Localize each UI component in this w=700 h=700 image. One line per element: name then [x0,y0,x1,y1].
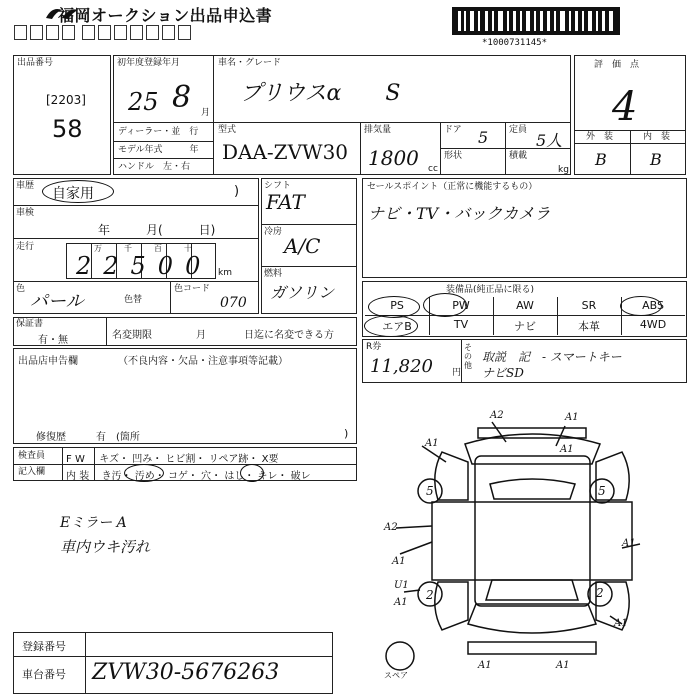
barcode-number: *1000731145* [482,38,548,48]
equipment-navi: ナビ [514,320,536,333]
car-diagram [360,404,690,676]
usage-circle [42,180,114,203]
row1-x: X要 [261,454,279,465]
lot-code: [2203] [46,93,86,107]
mark-a1-left-fender: A1 [425,438,439,449]
row1-w: W [74,454,85,465]
warranty-label: 保証書 [16,319,44,329]
remarks-sub-label: （不良内容・欠品・注意事項等記載） [118,356,288,367]
mark-a1-left-rear: A1 [394,597,408,608]
registration-label: 初年度登録年月 [117,58,181,68]
mark-a1-top: A1 [565,412,579,423]
tire-label-rl: 2 [426,588,434,602]
inspector-row2 [66,467,311,482]
mark-a2-left-door: A2 [384,522,398,533]
equipment-pw-circle [423,293,467,317]
inspection-line: 年 月( 日) [98,223,216,237]
color-value: パール [30,291,84,312]
usage-label: 車歴 [16,181,35,191]
equipment-4wd: 4WD [639,318,667,331]
equipment-pw: PW [452,299,470,312]
doors-label: ドア [444,125,462,135]
lot-number: 58 [52,115,83,143]
tire-label-fl: 5 [426,484,434,498]
tire-label-fr: 5 [598,484,606,498]
row2-burn: コゲ・ [167,471,198,482]
color-code-value: 070 [220,295,247,311]
mark-u1-left: U1 [394,580,409,591]
type-value: DAA-ZVW30 [222,140,349,164]
cooling-label: 冷房 [264,227,283,237]
equipment-tv: TV [453,318,469,331]
load-unit: kg [558,165,569,175]
exterior-label: 外 装 [586,132,614,142]
mileage-value: 22500 [76,252,213,280]
inspector-row1 [66,450,278,465]
equipment-airbag: エアB [382,320,412,333]
row2-tear: 破レ [290,471,311,482]
equipment-airbag-circle [364,315,418,337]
displacement-unit: cc [428,164,438,174]
warranty-month: 月 [196,330,206,341]
cooling-value: A/C [284,234,321,258]
dealer-label: ディーラー・並 行 [118,127,199,137]
equipment-abs-circle [620,296,662,316]
inspector-note-2: 車内ウキ汚れ [60,538,151,556]
repair-paren: ) [344,427,349,440]
registration-month: 8 [172,80,192,115]
usage-paren: ) [234,184,240,199]
load-label: 積載 [509,151,528,161]
equipment-abs: ABS [642,299,664,312]
warranty-note: 日迄に名変できる方 [244,330,334,341]
sales-point-label: セールスポイント（正常に機能するもの） [367,182,538,192]
row2-circle-1 [124,464,164,482]
capacity-value: 5人 [536,131,563,150]
equipment-label: 装備品(純正品に限る) [446,285,535,295]
mark-a1-left-sill: A1 [392,556,406,567]
recycle-unit: 円 [452,368,462,378]
equipment-aw: AW [516,299,534,312]
row2-circle-2 [240,464,264,482]
mark-a1-right-door: A1 [622,538,636,549]
other-line-2: ナビSD [482,366,524,380]
spare-label: スペア [384,671,408,680]
other-label: その他 [464,343,472,370]
row2-dirt2: 汚め・ [134,471,165,482]
lot-label: 出品番号 [17,58,54,68]
chassis-label: 車台番号 [22,668,66,681]
row1-crack: ヒビ割・ [165,454,206,465]
registration-month-unit: 月 [201,108,211,118]
row2-dirt1: き汚・ [101,471,132,482]
row2-cut: キレ・ [257,471,288,482]
sales-point-value: ナビ・TV・バックカメラ [368,204,551,223]
shift-value: FAT [266,190,305,214]
type-label: 型式 [218,125,237,135]
inspector-label-top: 検査員 [18,451,46,461]
row1-dent: 凹み・ [132,454,163,465]
inspection-label: 車検 [16,208,35,218]
mark-a1-rear-left: A1 [478,660,492,671]
inspector-label-bottom: 記入欄 [18,467,46,477]
repair-label: 修復歴 [36,432,66,443]
interior-value: B [650,150,662,169]
warranty-options: 有・無 [38,335,68,346]
inspector-note-1: Eミラー A [60,515,127,531]
barcode [452,7,620,35]
row1-f: F [66,454,72,465]
exterior-value: B [595,150,607,169]
chassis-value: ZVW30-5676263 [92,660,280,685]
warranty-usage-label: 名変期限 [112,330,152,341]
shift-label: シフト [264,181,292,191]
usage-value: 自家用 [52,186,94,202]
recycle-value: 11,820 [370,356,433,377]
sales-point-box [362,178,687,278]
displacement-value: 1800 [368,146,419,170]
row2-sou: 装 [79,471,90,482]
evaluation-score: 4 [612,84,638,130]
mileage-digits-header: 万 千 百 十 [94,244,199,253]
handle-label: ハンドル 左・右 [118,162,191,172]
color-code-label: 色コード [174,284,211,294]
tire-label-rr: 2 [596,586,604,600]
equipment-leather: 本革 [578,320,600,333]
row2-hole: 穴・ [201,471,222,482]
mark-a1-rear-right: A1 [556,660,570,671]
row1-repair: リペア跡・ [208,454,259,465]
registration-year: 25 [128,88,159,116]
color-change-label: 色替 [124,295,143,305]
shape-label: 形状 [444,151,463,161]
row1-scratch: キズ・ [99,454,130,465]
repair-value: 有 (箇所 [96,432,140,443]
mark-a2-top: A2 [490,410,504,421]
fuel-value: ガソリン [270,283,335,302]
reg-label: 登録番号 [22,640,66,653]
recycle-label: R券 [366,342,382,352]
vehicle-name-label: 車名・グレード [218,58,282,68]
row2-edge: はし・ [224,471,255,482]
interior-label: 内 装 [643,132,671,142]
color-label: 色 [16,284,26,294]
other-line-1: 取説 記 - スマートキー [482,350,622,364]
vehicle-name-value: プリウスα S [240,81,401,106]
mileage-unit: km [218,268,232,278]
form-title: 福岡オークション出品申込書 [58,6,273,25]
capacity-label: 定員 [509,125,528,135]
fuel-label: 燃料 [264,269,283,279]
mark-a1-right-fender: A1 [560,444,574,455]
displacement-label: 排気量 [364,125,392,135]
evaluation-label: 評 価 点 [594,60,640,70]
row2-in: 内 [66,471,76,482]
equipment-sr: SR [581,299,597,312]
doors-value: 5 [478,128,489,147]
remarks-label: 出品店申告欄 [18,356,78,367]
mark-a1-right-rear: A1 [614,618,628,629]
model-year-label: モデル年式 年 [118,145,199,155]
equipment-ps: PS [390,299,404,312]
mileage-label: 走行 [16,242,35,252]
